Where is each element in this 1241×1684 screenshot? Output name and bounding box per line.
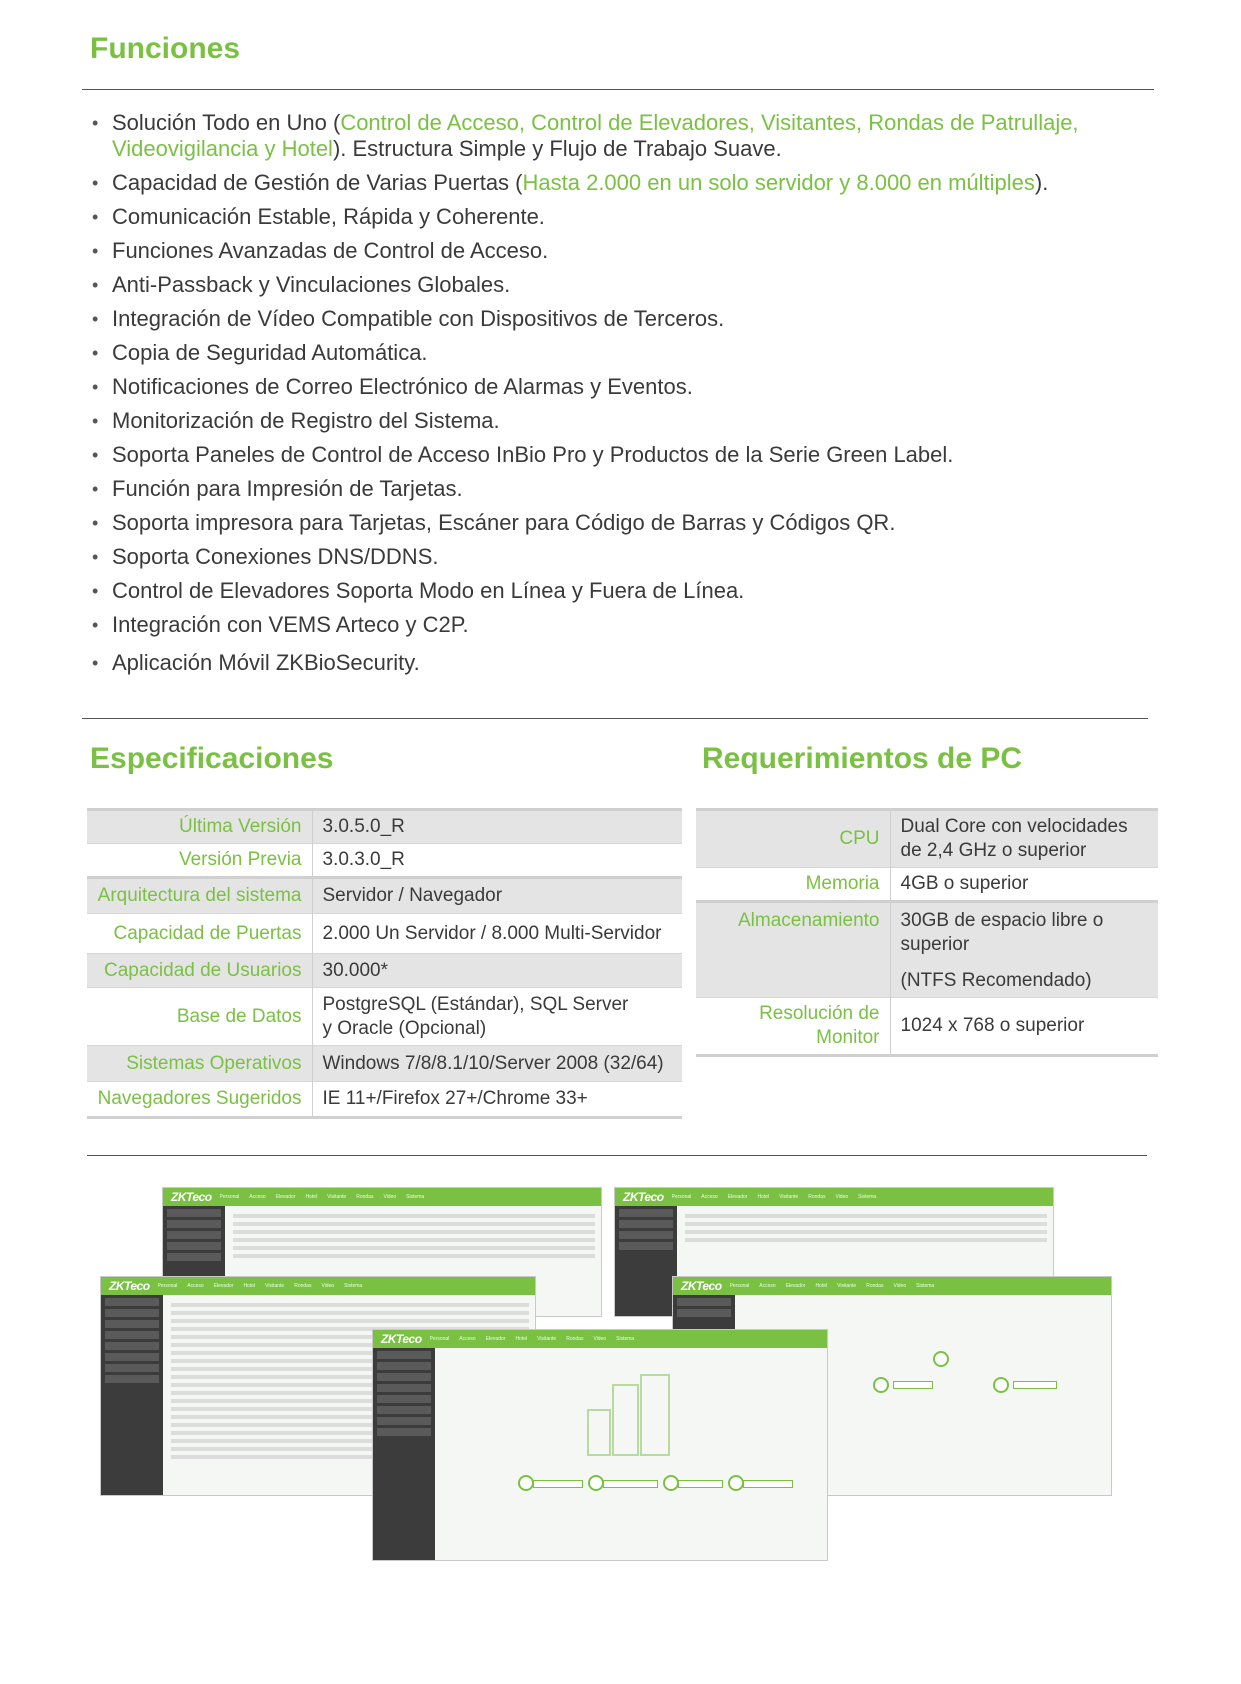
feature-item: • Aplicación Móvil ZKBioSecurity. bbox=[92, 650, 1092, 676]
screenshot-hotel: ZKTeco Personal Acceso Elevador Hotel Visitante Rondas Video Sistema bbox=[372, 1329, 828, 1561]
screenshot-personnel: ZKTeco Personal Acceso Elevador Hotel Visitante Rondas Video Sistema bbox=[614, 1187, 1054, 1317]
features-list bbox=[92, 110, 1092, 684]
table-row: Almacenamiento 30GB de espacio libre o superior (NTFS Recomendado) bbox=[696, 902, 1158, 998]
table-row: Resolución de Monitor 1024 x 768 o superior bbox=[696, 998, 1158, 1056]
table-row: Capacidad de Usuarios 30.000* bbox=[87, 954, 682, 988]
feature-item: • Soporta Conexiones DNS/DDNS. bbox=[92, 544, 1092, 570]
divider bbox=[82, 89, 1154, 90]
feature-item: • Comunicación Estable, Rápida y Coherente. bbox=[92, 204, 1092, 230]
feature-item: • Capacidad de Gestión de Varias Puertas (Hasta 2.000 en un solo servidor y 8.000 en múltiples). bbox=[92, 170, 1092, 196]
feature-item: • Función para Impresión de Tarjetas. bbox=[92, 476, 1092, 502]
feature-item: • Notificaciones de Correo Electrónico de Alarmas y Eventos. bbox=[92, 374, 1092, 400]
feature-item: • Solución Todo en Uno (Control de Acceso, Control de Elevadores, Visitantes, Rondas de Patrullaje, Videovigilancia y Hotel). Estructura Simple y Flujo de Trabajo Suave. bbox=[92, 110, 1092, 162]
feature-item: • Control de Elevadores Soporta Modo en Línea y Fuera de Línea. bbox=[92, 578, 1092, 604]
feature-item: • Copia de Seguridad Automática. bbox=[92, 340, 1092, 366]
table-row: Versión Previa 3.0.3.0_R bbox=[87, 844, 682, 878]
feature-item: • Monitorización de Registro del Sistema. bbox=[92, 408, 1092, 434]
table-row: Capacidad de Puertas 2.000 Un Servidor / 8.000 Multi-Servidor bbox=[87, 914, 682, 954]
requerimientos-heading: Requerimientos de PC bbox=[702, 742, 1023, 775]
table-row: Base de Datos PostgreSQL (Estándar), SQL Server y Oracle (Opcional) bbox=[87, 988, 682, 1046]
table-row: Última Versión 3.0.5.0_R bbox=[87, 810, 682, 844]
pc-requirements-table bbox=[696, 808, 1158, 1057]
feature-item: • Integración de Vídeo Compatible con Dispositivos de Terceros. bbox=[92, 306, 1092, 332]
divider bbox=[87, 1155, 1147, 1156]
table-row: Arquitectura del sistema Servidor / Navegador bbox=[87, 878, 682, 914]
specifications-table bbox=[87, 808, 682, 1119]
divider bbox=[82, 718, 1148, 719]
especificaciones-heading: Especificaciones bbox=[90, 742, 334, 775]
funciones-heading: Funciones bbox=[90, 32, 241, 65]
screenshot-system: ZKTeco Personal Acceso Elevador Hotel Visitante Rondas Video Sistema bbox=[100, 1276, 536, 1496]
table-row: Sistemas Operativos Windows 7/8/8.1/10/Server 2008 (32/64) bbox=[87, 1046, 682, 1082]
feature-item: • Funciones Avanzadas de Control de Acceso. bbox=[92, 238, 1092, 264]
building-illustration bbox=[583, 1370, 703, 1460]
table-row: Navegadores Sugeridos IE 11+/Firefox 27+/Chrome 33+ bbox=[87, 1082, 682, 1118]
feature-item: • Integración con VEMS Arteco y C2P. bbox=[92, 612, 1092, 638]
feature-item: • Soporta Paneles de Control de Acceso InBio Pro y Productos de la Serie Green Label. bbox=[92, 442, 1092, 468]
table-row: Memoria 4GB o superior bbox=[696, 868, 1158, 902]
screenshot-access: ZKTeco Personal Acceso Elevador Hotel Visitante Rondas Video Sistema bbox=[162, 1187, 602, 1317]
feature-item: • Anti-Passback y Vinculaciones Globales. bbox=[92, 272, 1092, 298]
screenshot-patrol: ZKTeco Personal Acceso Elevador Hotel Visitante Rondas Video Sistema bbox=[672, 1276, 1112, 1496]
table-row: CPU Dual Core con velocidades de 2,4 GHz o superior bbox=[696, 810, 1158, 868]
feature-item: • Soporta impresora para Tarjetas, Escáner para Código de Barras y Códigos QR. bbox=[92, 510, 1092, 536]
